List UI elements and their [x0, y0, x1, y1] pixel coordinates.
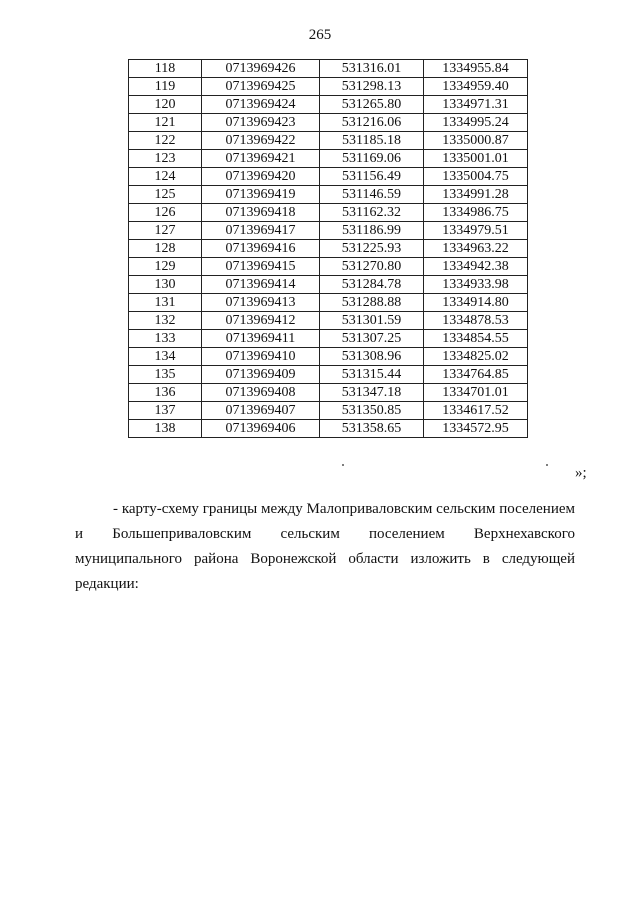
point-number-cell: 122 — [129, 132, 202, 150]
table-row — [129, 312, 528, 330]
point-number-cell: 123 — [129, 150, 202, 168]
point-id-cell: 0713969417 — [202, 222, 320, 240]
table-row — [129, 186, 528, 204]
coordinates-table-body — [129, 60, 528, 438]
point-number-cell: 130 — [129, 276, 202, 294]
y-coordinate-cell: 1334986.75 — [424, 204, 528, 222]
x-coordinate-cell: 531225.93 — [320, 240, 424, 258]
y-coordinate-cell: 1334955.84 — [424, 60, 528, 78]
point-id-cell: 0713969411 — [202, 330, 320, 348]
y-coordinate-cell: 1335004.75 — [424, 168, 528, 186]
scan-speck — [546, 464, 548, 466]
y-coordinate-cell: 1334764.85 — [424, 366, 528, 384]
coordinates-table — [128, 59, 528, 438]
point-id-cell: 0713969416 — [202, 240, 320, 258]
y-coordinate-cell: 1334933.98 — [424, 276, 528, 294]
y-coordinate-cell: 1334991.28 — [424, 186, 528, 204]
point-number-cell: 133 — [129, 330, 202, 348]
y-coordinate-cell: 1334878.53 — [424, 312, 528, 330]
y-coordinate-cell: 1334995.24 — [424, 114, 528, 132]
point-number-cell: 128 — [129, 240, 202, 258]
point-number-cell: 120 — [129, 96, 202, 114]
y-coordinate-cell: 1334979.51 — [424, 222, 528, 240]
point-id-cell: 0713969412 — [202, 312, 320, 330]
x-coordinate-cell: 531358.65 — [320, 420, 424, 438]
point-id-cell: 0713969415 — [202, 258, 320, 276]
table-row — [129, 168, 528, 186]
point-id-cell: 0713969422 — [202, 132, 320, 150]
point-id-cell: 0713969421 — [202, 150, 320, 168]
point-id-cell: 0713969425 — [202, 78, 320, 96]
table-row — [129, 420, 528, 438]
table-row — [129, 384, 528, 402]
y-coordinate-cell: 1334963.22 — [424, 240, 528, 258]
page-number: 265 — [308, 27, 332, 43]
table-row — [129, 258, 528, 276]
table-row — [129, 348, 528, 366]
y-coordinate-cell: 1334914.80 — [424, 294, 528, 312]
table-row — [129, 114, 528, 132]
table-row — [129, 150, 528, 168]
table-row — [129, 366, 528, 384]
x-coordinate-cell: 531301.59 — [320, 312, 424, 330]
x-coordinate-cell: 531156.49 — [320, 168, 424, 186]
point-number-cell: 119 — [129, 78, 202, 96]
point-id-cell: 0713969424 — [202, 96, 320, 114]
y-coordinate-cell: 1334942.38 — [424, 258, 528, 276]
y-coordinate-cell: 1335000.87 — [424, 132, 528, 150]
table-row — [129, 222, 528, 240]
scan-speck — [342, 464, 344, 466]
point-number-cell: 135 — [129, 366, 202, 384]
point-id-cell: 0713969419 — [202, 186, 320, 204]
point-id-cell: 0713969426 — [202, 60, 320, 78]
table-row — [129, 240, 528, 258]
x-coordinate-cell: 531216.06 — [320, 114, 424, 132]
point-number-cell: 134 — [129, 348, 202, 366]
table-row — [129, 204, 528, 222]
point-number-cell: 126 — [129, 204, 202, 222]
point-number-cell: 118 — [129, 60, 202, 78]
point-id-cell: 0713969410 — [202, 348, 320, 366]
point-number-cell: 138 — [129, 420, 202, 438]
point-number-cell: 131 — [129, 294, 202, 312]
y-coordinate-cell: 1334572.95 — [424, 420, 528, 438]
point-number-cell: 132 — [129, 312, 202, 330]
point-id-cell: 0713969406 — [202, 420, 320, 438]
point-number-cell: 136 — [129, 384, 202, 402]
x-coordinate-cell: 531315.44 — [320, 366, 424, 384]
point-number-cell: 121 — [129, 114, 202, 132]
table-row — [129, 276, 528, 294]
x-coordinate-cell: 531350.85 — [320, 402, 424, 420]
point-id-cell: 0713969407 — [202, 402, 320, 420]
x-coordinate-cell: 531162.32 — [320, 204, 424, 222]
point-id-cell: 0713969423 — [202, 114, 320, 132]
y-coordinate-cell: 1334825.02 — [424, 348, 528, 366]
point-id-cell: 0713969413 — [202, 294, 320, 312]
table-row — [129, 78, 528, 96]
y-coordinate-cell: 1334971.31 — [424, 96, 528, 114]
point-number-cell: 127 — [129, 222, 202, 240]
x-coordinate-cell: 531308.96 — [320, 348, 424, 366]
y-coordinate-cell: 1334617.52 — [424, 402, 528, 420]
x-coordinate-cell: 531288.88 — [320, 294, 424, 312]
point-number-cell: 125 — [129, 186, 202, 204]
point-number-cell: 137 — [129, 402, 202, 420]
x-coordinate-cell: 531169.06 — [320, 150, 424, 168]
closing-quote: »; — [575, 465, 587, 481]
y-coordinate-cell: 1334959.40 — [424, 78, 528, 96]
x-coordinate-cell: 531347.18 — [320, 384, 424, 402]
table-row — [129, 132, 528, 150]
x-coordinate-cell: 531265.80 — [320, 96, 424, 114]
x-coordinate-cell: 531185.18 — [320, 132, 424, 150]
point-id-cell: 0713969414 — [202, 276, 320, 294]
y-coordinate-cell: 1335001.01 — [424, 150, 528, 168]
y-coordinate-cell: 1334854.55 — [424, 330, 528, 348]
x-coordinate-cell: 531186.99 — [320, 222, 424, 240]
point-id-cell: 0713969420 — [202, 168, 320, 186]
x-coordinate-cell: 531284.78 — [320, 276, 424, 294]
x-coordinate-cell: 531298.13 — [320, 78, 424, 96]
point-number-cell: 124 — [129, 168, 202, 186]
table-row — [129, 402, 528, 420]
y-coordinate-cell: 1334701.01 — [424, 384, 528, 402]
point-number-cell: 129 — [129, 258, 202, 276]
table-row — [129, 60, 528, 78]
table-row — [129, 96, 528, 114]
body-paragraph: - карту-схему границы между Малоприваловским сельским поселением и Большеприваловским сельским поселением Верхнехавского муниципального района Воронежской области изложить в следующей редакции: — [75, 501, 575, 592]
x-coordinate-cell: 531316.01 — [320, 60, 424, 78]
table-row — [129, 294, 528, 312]
point-id-cell: 0713969418 — [202, 204, 320, 222]
table-row — [129, 330, 528, 348]
x-coordinate-cell: 531146.59 — [320, 186, 424, 204]
point-id-cell: 0713969409 — [202, 366, 320, 384]
x-coordinate-cell: 531307.25 — [320, 330, 424, 348]
x-coordinate-cell: 531270.80 — [320, 258, 424, 276]
point-id-cell: 0713969408 — [202, 384, 320, 402]
